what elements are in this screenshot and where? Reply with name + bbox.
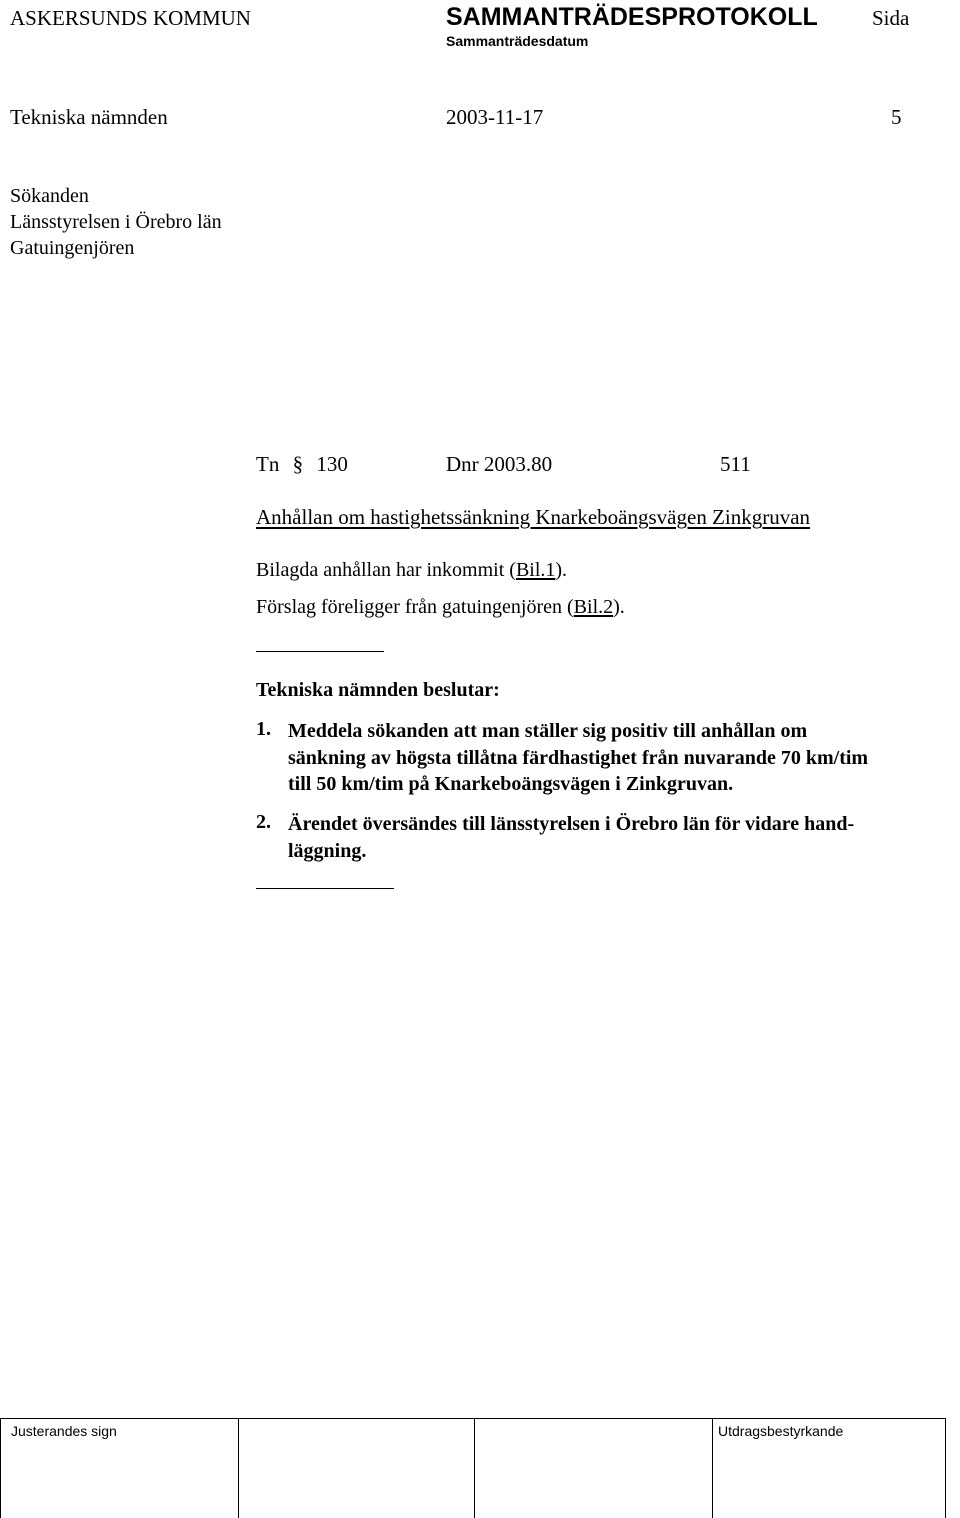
case-dnr: Dnr 2003.80: [446, 452, 553, 476]
sign-cell: [0, 1418, 238, 1518]
decision-item-number: 1.: [256, 718, 271, 740]
paragraph-application: [256, 559, 567, 582]
case-tn: [256, 452, 348, 477]
paragraph-text: Förslag föreligger från gatuingenjören (: [256, 596, 574, 618]
paragraph-end: ).: [613, 596, 625, 618]
paragraph-text: Bilagda anhållan har inkommit (: [256, 559, 516, 581]
document-title: SAMMANTRÄDESPROTOKOLL: [446, 3, 818, 31]
recipient-county-board: Länsstyrelsen i Örebro län: [10, 211, 222, 233]
certification-cell: [712, 1418, 946, 1518]
decision-heading: Tekniska nämnden beslutar:: [256, 679, 500, 701]
paragraph-end: ).: [555, 559, 568, 581]
divider-line: [256, 651, 384, 652]
recipient-applicant: Sökanden: [10, 185, 89, 207]
sign-cell: [238, 1418, 474, 1518]
attachment-ref-2: Bil.2: [573, 596, 614, 618]
page-label: Sida: [872, 6, 910, 30]
decision-line: läggning.: [288, 839, 367, 862]
sign-cell: [474, 1418, 712, 1518]
attachment-ref-1: Bil.1: [515, 559, 556, 581]
certification-label: Utdragsbestyrkande: [718, 1423, 844, 1439]
committee-name: Tekniska nämnden: [10, 105, 168, 129]
meeting-date-label: Sammanträdesdatum: [446, 33, 589, 49]
case-tn-number: 130: [316, 452, 348, 476]
decision-line: till 50 km/tim på Knarkeboängsvägen i Zinkgruvan.: [288, 773, 734, 795]
section-sign: §: [292, 452, 304, 476]
decision-item-2: [288, 811, 854, 864]
decision-line: Ärendet översändes till länsstyrelsen i Örebro län för vidare hand-: [288, 813, 855, 835]
organization-name: ASKERSUNDS KOMMUN: [10, 6, 251, 30]
divider-line: [256, 888, 394, 889]
meeting-date: 2003-11-17: [446, 105, 544, 129]
sign-label: Justerandes sign: [11, 1423, 117, 1439]
case-tn-label: Tn: [256, 452, 280, 476]
recipient-street-engineer: Gatuingenjören: [10, 237, 135, 259]
decision-line: sänkning av högsta tillåtna färdhastighet från nuvarande 70 km/tim: [288, 746, 869, 769]
case-code: 511: [720, 452, 751, 476]
paragraph-proposal: [256, 596, 625, 619]
decision-item-number: 2.: [256, 811, 271, 833]
case-subject: Anhållan om hastighetssänkning Knarkeboängsvägen Zinkgruvan: [256, 505, 811, 529]
decision-line: Meddela sökanden att man ställer sig positiv till anhållan om: [288, 720, 808, 742]
signature-footer: [0, 1418, 946, 1518]
page-number: 5: [891, 105, 902, 129]
decision-item-1: [288, 718, 868, 798]
